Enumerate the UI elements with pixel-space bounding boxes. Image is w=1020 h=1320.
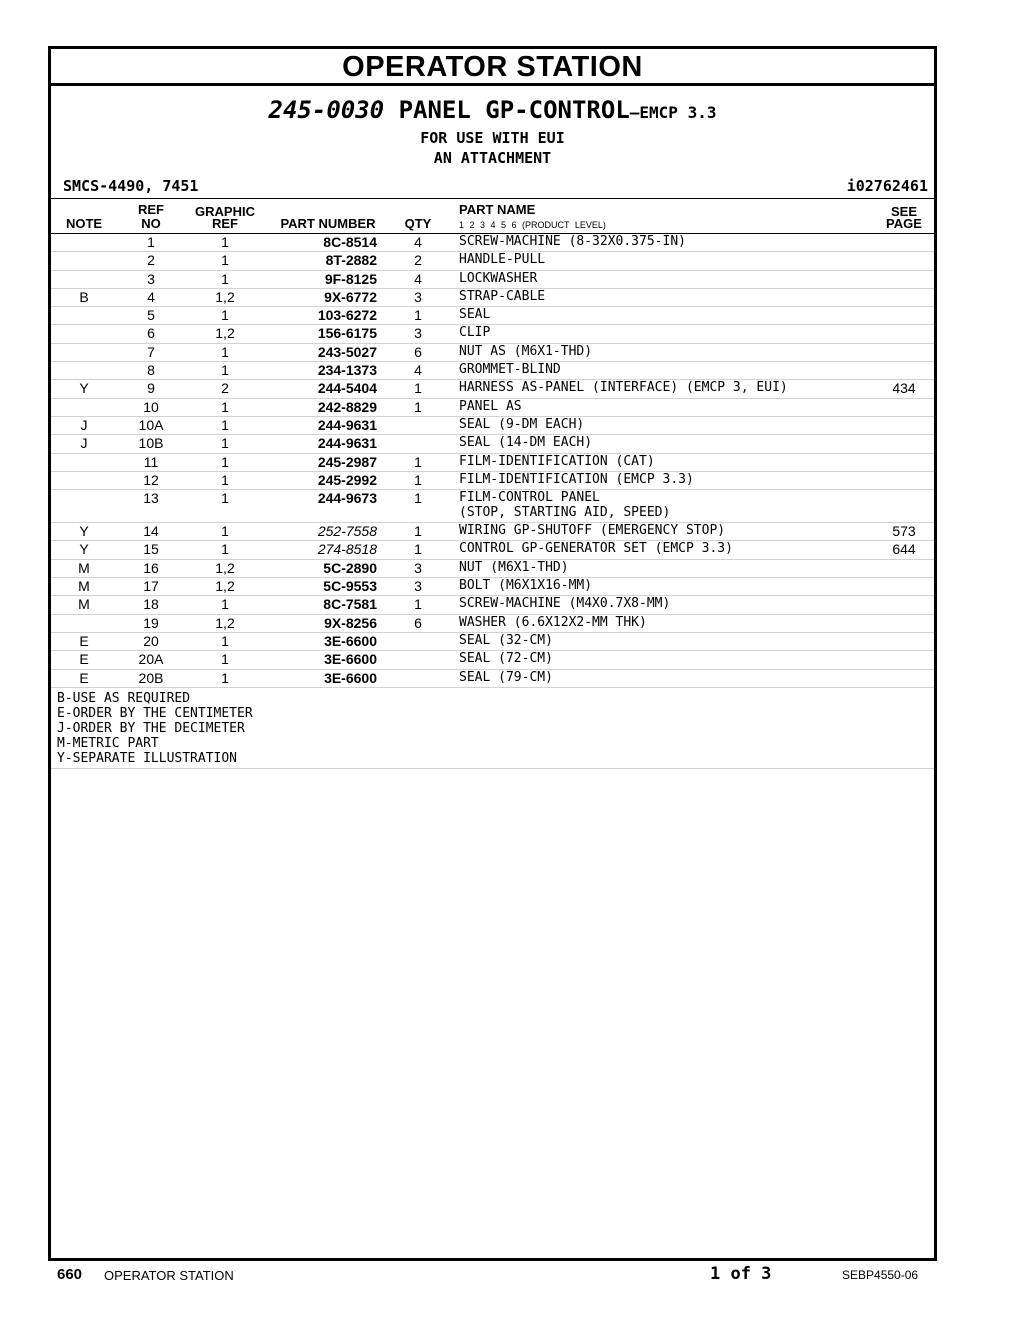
row-qty: 1 (414, 307, 422, 324)
row-qty: 4 (414, 362, 422, 379)
table-row (51, 596, 934, 614)
row-part-name: STRAP-CABLE (459, 288, 546, 304)
row-part-name: NUT (M6X1-THD) (459, 559, 569, 575)
smcs-code: SMCS-4490, 7451 (63, 177, 199, 195)
row-note: M (78, 559, 90, 576)
row-ref-no: 2 (147, 252, 155, 269)
row-part-name: SCREW-MACHINE (8-32X0.375-IN) (459, 234, 686, 249)
row-part-number: 3E-6600 (324, 632, 377, 649)
table-row (51, 541, 934, 559)
row-ref-no: 14 (143, 523, 159, 540)
row-graphic-ref: 1 (221, 632, 229, 649)
col-ref-line2: NO (141, 216, 161, 231)
row-ref-no: 19 (143, 614, 159, 631)
row-graphic-ref: 1 (221, 651, 229, 668)
table-row (51, 651, 934, 669)
row-part-number: 245-2987 (317, 453, 377, 470)
row-part-name: BOLT (M6X1X16-MM) (459, 578, 593, 594)
row-ref-no: 3 (147, 270, 155, 287)
table-row (51, 435, 934, 453)
table-row (51, 344, 934, 362)
row-part-number: 244-9631 (317, 416, 377, 433)
table-row (51, 307, 934, 325)
row-part-name: FILM-IDENTIFICATION (CAT) (459, 453, 655, 469)
row-qty: 3 (414, 288, 422, 305)
row-part-number: 274-8518 (317, 541, 377, 558)
row-see-page: 573 (892, 523, 916, 540)
attachment-line: AN ATTACHMENT (433, 149, 552, 167)
row-see-page: 434 (892, 380, 916, 397)
row-ref-no: 18 (143, 596, 159, 613)
group-suffix: —EMCP 3.3 (629, 103, 717, 122)
row-note: E (79, 651, 89, 668)
row-part-number: 8C-8514 (323, 234, 377, 250)
table-row (51, 578, 934, 596)
row-part-name: SCREW-MACHINE (M4X0.7X8-MM) (459, 596, 671, 612)
row-ref-no: 8 (147, 362, 155, 379)
row-part-number: 242-8829 (317, 398, 377, 415)
col-graphic-line2: REF (212, 216, 238, 231)
row-part-number: 9F-8125 (324, 270, 377, 287)
table-row (51, 399, 934, 417)
row-see-page: 644 (892, 541, 916, 558)
row-graphic-ref: 1 (221, 398, 229, 415)
row-qty: 1 (414, 453, 422, 470)
row-part-number: 244-9631 (317, 435, 377, 452)
row-qty: 3 (414, 578, 422, 595)
note-line: B-USE AS REQUIRED (57, 690, 191, 706)
row-ref-no: 7 (147, 343, 155, 360)
table-row (51, 362, 934, 380)
row-ref-no: 5 (147, 307, 155, 324)
row-qty: 3 (414, 325, 422, 342)
row-graphic-ref: 1 (221, 541, 229, 558)
col-part-name: PART NAME (459, 202, 536, 217)
row-part-number: 9X-8256 (324, 614, 377, 631)
table-row (51, 271, 934, 289)
row-graphic-ref: 1 (221, 669, 229, 686)
row-graphic-ref: 1 (221, 435, 229, 452)
col-qty: QTY (404, 216, 432, 231)
row-qty: 3 (414, 559, 422, 576)
col-note: NOTE (65, 216, 103, 231)
row-part-name: SEAL (32-CM) (459, 632, 553, 648)
row-graphic-ref: 1 (221, 471, 229, 488)
row-graphic-ref: 1 (221, 416, 229, 433)
row-qty: 2 (414, 252, 422, 269)
note-line: J-ORDER BY THE DECIMETER (57, 720, 245, 736)
row-ref-no: 17 (143, 578, 159, 595)
row-ref-no: 20A (138, 651, 164, 668)
row-graphic-ref: 1 (221, 270, 229, 287)
table-row (51, 472, 934, 490)
row-graphic-ref: 1 (221, 307, 229, 324)
col-part-number: PART NUMBER (280, 216, 376, 231)
row-part-name: CLIP (459, 325, 491, 341)
row-graphic-ref: 1 (221, 490, 229, 507)
col-graphic-line1: GRAPHIC (195, 204, 255, 219)
table-row (51, 560, 934, 578)
row-ref-no: 13 (143, 490, 159, 507)
row-graphic-ref: 1 (221, 362, 229, 379)
table-row (51, 615, 934, 633)
row-qty: 1 (414, 398, 422, 415)
row-ref-no: 10B (138, 435, 164, 452)
smcs-row (51, 174, 934, 198)
row-graphic-ref: 1,2 (215, 559, 235, 576)
table-header (51, 198, 934, 234)
row-part-name: GROMMET-BLIND (459, 362, 561, 378)
row-ref-no: 20B (138, 669, 164, 686)
table-row (51, 380, 934, 398)
row-part-name: FILM-IDENTIFICATION (EMCP 3.3) (459, 471, 694, 487)
row-part-number: 156-6175 (317, 325, 377, 342)
row-part-name: SEAL (79-CM) (459, 669, 553, 685)
row-graphic-ref: 1,2 (215, 325, 235, 342)
row-note: E (79, 632, 89, 649)
col-product-level: 1 2 3 4 5 6 (PRODUCT LEVEL) (459, 220, 606, 230)
row-note: Y (79, 380, 89, 397)
row-qty: 1 (414, 596, 422, 613)
row-note: E (79, 669, 89, 686)
note-line: M-METRIC PART (57, 735, 159, 751)
row-part-number: 8T-2882 (325, 252, 377, 269)
table-row (51, 670, 934, 688)
footer-page-number: 660 (57, 1266, 83, 1283)
row-graphic-ref: 1 (221, 252, 229, 269)
row-note: J (80, 416, 88, 433)
row-ref-no: 11 (143, 453, 159, 470)
footer-section: OPERATOR STATION (104, 1268, 234, 1283)
row-note: Y (79, 523, 89, 540)
row-part-name: CONTROL GP-GENERATOR SET (EMCP 3.3) (459, 541, 733, 557)
row-ref-no: 16 (143, 559, 159, 576)
row-part-number: 244-9673 (317, 490, 377, 507)
row-ref-no: 10A (138, 416, 164, 433)
note-line: Y-SEPARATE ILLUSTRATION (57, 750, 238, 766)
row-graphic-ref: 1 (221, 234, 229, 250)
row-qty: 4 (414, 234, 422, 250)
table-row (51, 454, 934, 472)
group-heading (51, 95, 934, 168)
page-frame (48, 46, 937, 1261)
row-note: Y (79, 541, 89, 558)
row-ref-no: 15 (143, 541, 159, 558)
parts-table-body (51, 234, 934, 688)
footer-doc-number: SEBP4550-06 (842, 1268, 919, 1282)
table-row (51, 490, 934, 523)
page-footer (0, 1264, 1020, 1286)
row-part-name: FILM-CONTROL PANEL (459, 490, 600, 506)
group-title-line (51, 95, 934, 128)
row-part-name: HANDLE-PULL (459, 252, 546, 268)
row-part-number: 9X-6772 (324, 288, 377, 305)
row-part-name: NUT AS (M6X1-THD) (459, 343, 593, 359)
row-note: J (80, 435, 88, 452)
row-part-name-continued: (STOP, STARTING AID, SPEED) (459, 505, 671, 521)
page-title: OPERATOR STATION (51, 49, 934, 86)
row-part-name: SEAL (14-DM EACH) (459, 435, 593, 451)
row-part-number: 3E-6600 (324, 669, 377, 686)
row-part-number: 252-7558 (317, 523, 377, 540)
col-see-line2: PAGE (886, 216, 922, 231)
row-note: M (78, 596, 90, 613)
row-qty: 1 (414, 523, 422, 540)
row-part-number: 3E-6600 (324, 651, 377, 668)
group-name: PANEL GP-CONTROL (398, 96, 630, 124)
row-qty: 6 (414, 343, 422, 360)
row-ref-no: 9 (147, 380, 155, 397)
row-part-number: 8C-7581 (323, 596, 377, 613)
col-see-line1: SEE (890, 204, 917, 219)
row-ref-no: 6 (147, 325, 155, 342)
row-ref-no: 1 (147, 234, 155, 250)
row-ref-no: 20 (143, 632, 159, 649)
row-part-number: 244-5404 (317, 380, 377, 397)
row-part-name: SEAL (459, 307, 491, 323)
row-ref-no: 10 (143, 398, 159, 415)
row-part-name: WASHER (6.6X12X2-MM THK) (459, 614, 647, 630)
row-graphic-ref: 1,2 (215, 578, 235, 595)
table-row (51, 417, 934, 435)
row-qty: 1 (414, 471, 422, 488)
row-graphic-ref: 1 (221, 343, 229, 360)
row-part-name: HARNESS AS-PANEL (INTERFACE) (EMCP 3, EUI) (459, 380, 788, 396)
row-note: M (78, 578, 90, 595)
col-ref-line1: REF (138, 202, 164, 217)
table-row (51, 289, 934, 307)
row-part-number: 243-5027 (317, 343, 377, 360)
notes-legend (51, 688, 934, 769)
table-row (51, 252, 934, 270)
row-qty: 4 (414, 270, 422, 287)
table-row (51, 633, 934, 651)
row-part-name: LOCKWASHER (459, 270, 538, 286)
row-part-number: 245-2992 (317, 471, 377, 488)
use-with-line: FOR USE WITH EUI (420, 129, 565, 147)
row-qty: 1 (414, 490, 422, 507)
row-part-number: 234-1373 (317, 362, 377, 379)
row-ref-no: 12 (143, 471, 159, 488)
table-row (51, 325, 934, 343)
row-part-number: 5C-9553 (323, 578, 377, 595)
group-number: 245-0030 (268, 96, 385, 124)
row-graphic-ref: 1 (221, 453, 229, 470)
row-graphic-ref: 1,2 (215, 614, 235, 631)
table-row (51, 523, 934, 541)
row-graphic-ref: 2 (221, 380, 229, 397)
row-graphic-ref: 1,2 (215, 288, 235, 305)
row-part-name: SEAL (72-CM) (459, 651, 553, 667)
note-line: E-ORDER BY THE CENTIMETER (57, 705, 253, 721)
row-graphic-ref: 1 (221, 596, 229, 613)
row-ref-no: 4 (147, 288, 155, 305)
table-row (51, 234, 934, 252)
document-id: i02762461 (846, 177, 928, 195)
row-qty: 6 (414, 614, 422, 631)
row-part-number: 103-6272 (317, 307, 377, 324)
row-note: B (79, 288, 89, 305)
row-part-number: 5C-2890 (323, 559, 377, 576)
row-graphic-ref: 1 (221, 523, 229, 540)
row-qty: 1 (414, 541, 422, 558)
row-part-name: WIRING GP-SHUTOFF (EMERGENCY STOP) (459, 523, 726, 539)
row-qty: 1 (414, 380, 422, 397)
row-part-name: SEAL (9-DM EACH) (459, 416, 585, 432)
row-part-name: PANEL AS (459, 398, 522, 414)
footer-page-of: 1 of 3 (710, 1264, 772, 1284)
